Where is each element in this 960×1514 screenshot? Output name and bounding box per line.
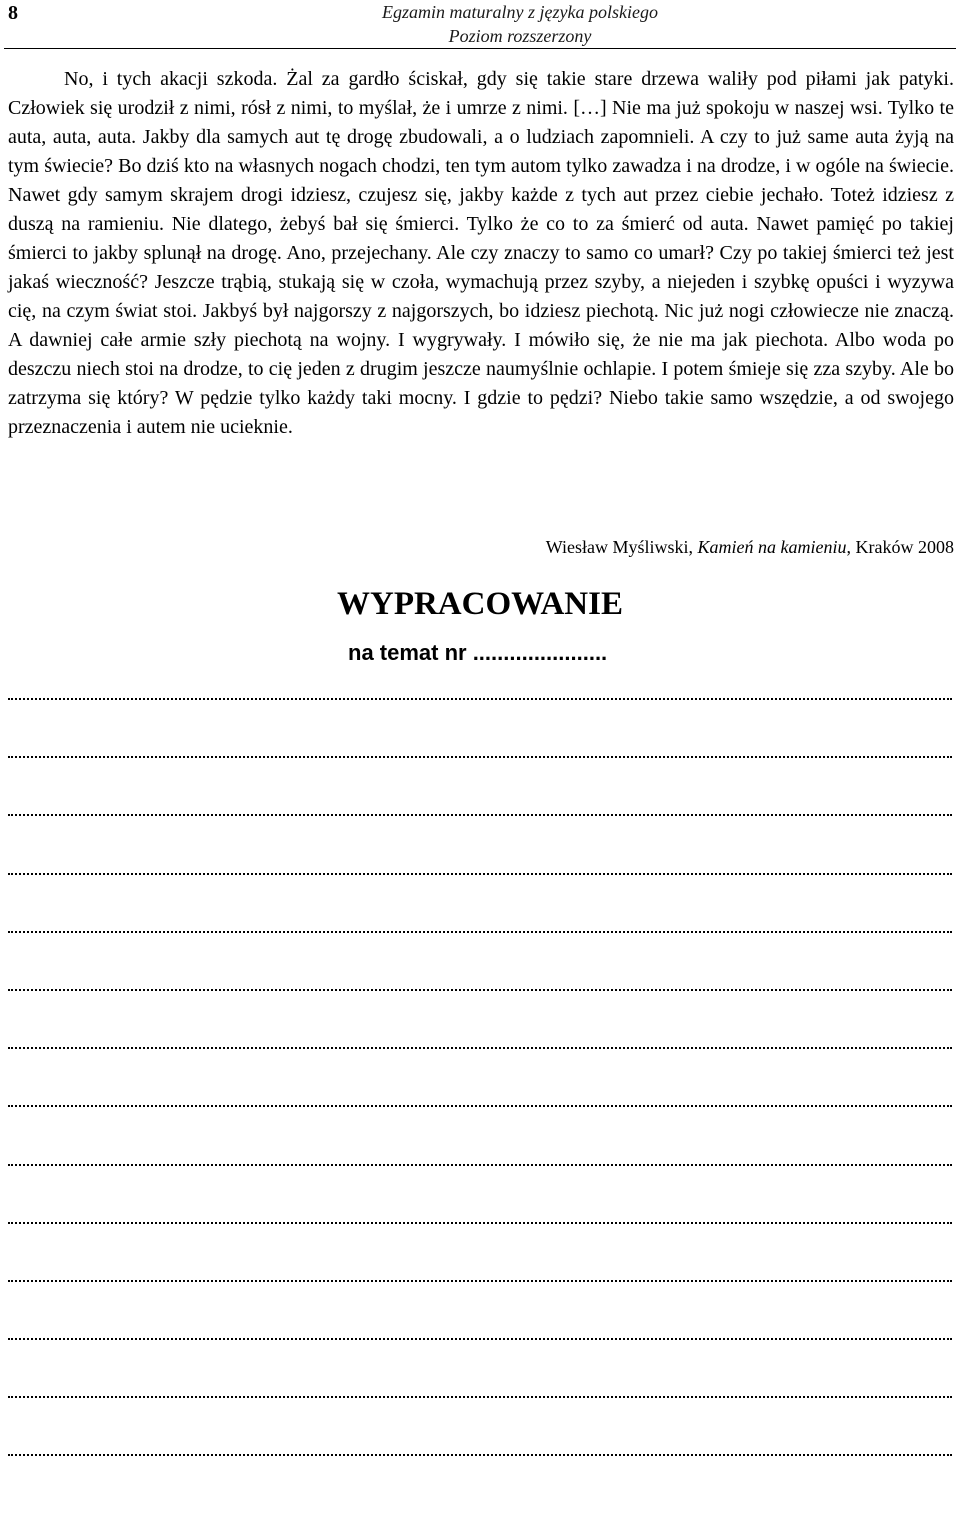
attribution-place-year: , Kraków 2008 bbox=[846, 537, 954, 557]
page-number: 8 bbox=[8, 2, 18, 24]
essay-title: WYPRACOWANIE bbox=[336, 586, 623, 622]
answer-line[interactable] bbox=[8, 1330, 952, 1388]
answer-line[interactable] bbox=[8, 806, 952, 864]
answer-line[interactable] bbox=[8, 1446, 952, 1504]
answer-area[interactable] bbox=[8, 690, 952, 1505]
attribution-work-title: Kamień na kamieniu bbox=[697, 537, 847, 557]
answer-line[interactable] bbox=[8, 1388, 952, 1446]
answer-line[interactable] bbox=[8, 1156, 952, 1214]
answer-line[interactable] bbox=[8, 1039, 952, 1097]
answer-line[interactable] bbox=[8, 1097, 952, 1155]
excerpt-paragraph: No, i tych akacji szkoda. Żal za gardło ściskał, gdy się takie stare drzewa waliły pod piłami jak patyki. Człowiek się urodził z nimi, rósł z nimi, to myślał, że i umrze z nimi. […] Nie ma już spokoju w naszej wsi. Tylko te auta, auta, auta. Jakby dla samych aut tę drogę zbudowali, a o ludziach zapomnieli. A czy to już same auta żyją na tym świecie? Bo dziś kto na własnych nogach chodzi, ten tym autom tylko zawadza i na drodze, i w ogóle na świecie. Nawet gdy samym skrajem drogi idziesz, czujesz się, jakby każde z tych aut przez ciebie jechało. Toteż idziesz z duszą na ramieniu. Nie dlatego, żebyś bał się śmierci. Tylko że co to za śmierć od auta. Nawet pamięć po takiej śmierci to jakby splunął na drogę. Ano, przejechany. Ale czy znaczy to samo co umarł? Czy po takiej śmierci też jest jakaś wieczność? Jeszcze trąbią, stukają się w czoła, wymachują przez szyby, a niejeden i szybkę opuści i wyzywa cię, na czym świat stoi. Jakbyś był najgorszy z najgorszych, bo idziesz piechotą. Nic już nogi człowiecze nie znaczą. A dawniej całe armie szły piechotą na wojny. I wygrywały. I mówiło się, że nie ma jak piechota. Albo woda po deszczu niech stoi na drodze, to cię jeden z drugim jeszcze naumyślnie ochlapie. I potem śmieje się zza szyby. Ale bo zatrzyma się który? W pędzie tylko każdy taki mocny. I gdzie to pędzi? Niebo takie samo wszędzie, a od swojego przeznaczenia i autem nie ucieknie. bbox=[8, 68, 954, 438]
header-divider bbox=[4, 48, 956, 49]
answer-line[interactable] bbox=[8, 748, 952, 806]
exam-level: Poziom rozszerzony bbox=[448, 26, 592, 46]
answer-line[interactable] bbox=[8, 690, 952, 748]
exam-title: Egzamin maturalny z języka polskiego bbox=[382, 2, 658, 22]
attribution-author: Wiesław Myśliwski, bbox=[545, 537, 698, 557]
running-header bbox=[0, 0, 960, 48]
answer-line[interactable] bbox=[8, 1214, 952, 1272]
answer-line[interactable] bbox=[8, 865, 952, 923]
answer-line[interactable] bbox=[8, 981, 952, 1039]
essay-topic-label: na temat nr ...................... bbox=[348, 640, 608, 665]
source-attribution bbox=[546, 535, 954, 559]
answer-line[interactable] bbox=[8, 1272, 952, 1330]
answer-line[interactable] bbox=[8, 923, 952, 981]
